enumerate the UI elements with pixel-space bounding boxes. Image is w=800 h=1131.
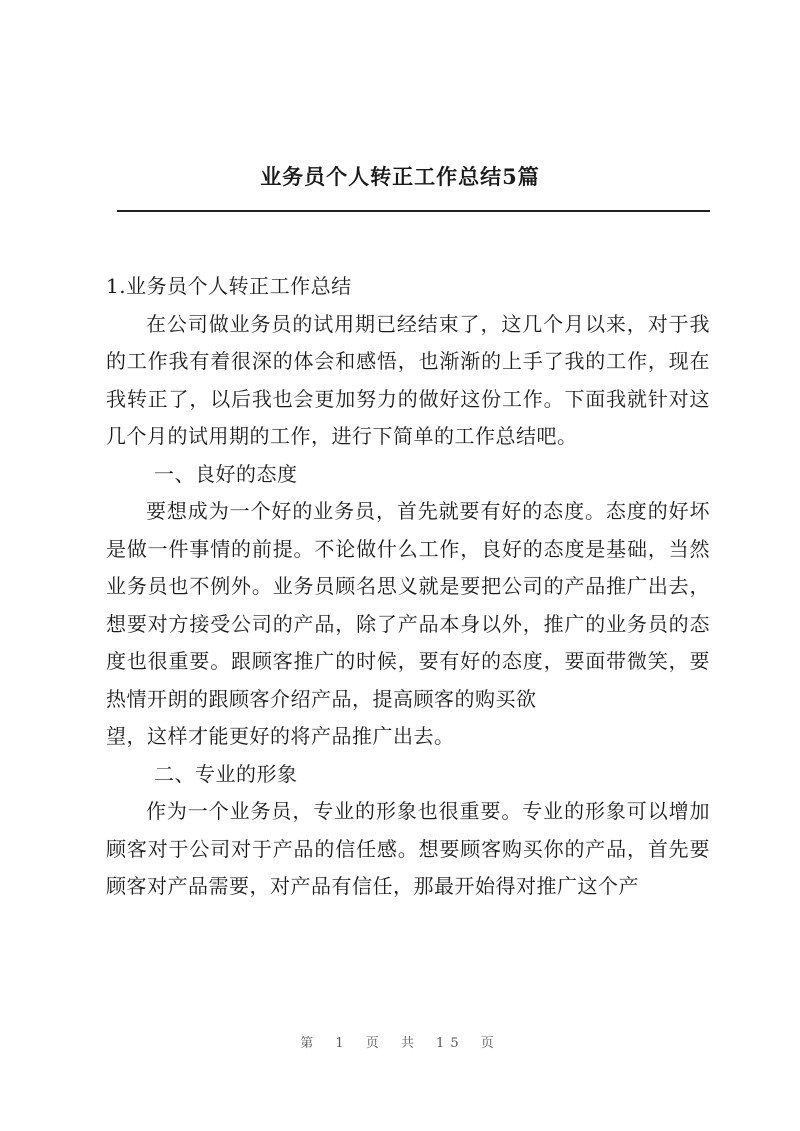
document-title: 业务员个人转正工作总结5篇 — [260, 164, 540, 189]
paragraph-continuation: 望，这样才能更好的将产品推广出去。 — [106, 724, 455, 748]
paragraph: 在公司做业务员的试用期已经结束了，这几个月以来，对于我的工作我有着很深的体会和感悟，也渐渐的上手了我的工作，现在我转正了，以后我也会更加努力的做好这份工作。下面我就针对这几个月的试用期的工作，进行下简单的工作总结吧。 — [106, 311, 710, 448]
paragraph: 要想成为一个好的业务员，首先就要有好的态度。态度的好坏是做一件事情的前提。不论做什么工作，良好的态度是基础，当然业务员也不例外。业务员顾名思义就是要把公司的产品推广出去，想要对方接受公司的产品，除了产品本身以外，推广的业务员的态度也很重要。跟顾客推广的时候，要有好的态度，要面带微笑，要热情开朗的跟顾客介绍产品，提高顾客的购买欲 — [106, 499, 710, 711]
section-heading: 1.业务员个人转正工作总结 — [106, 274, 352, 298]
document-body — [106, 268, 710, 906]
subsection-heading: 一、良好的态度 — [154, 461, 298, 486]
page-number-footer: 第 1 页 共 15 页 — [300, 1036, 500, 1051]
paragraph: 作为一个业务员，专业的形象也很重要。专业的形象可以增加顾客对于公司对于产品的信任感。想要顾客购买你的产品，首先要顾客对产品需要，对产品有信任，那最开始得对推广这个产 — [106, 799, 710, 898]
title-divider — [117, 210, 710, 212]
subsection-heading: 二、专业的形象 — [154, 761, 298, 786]
